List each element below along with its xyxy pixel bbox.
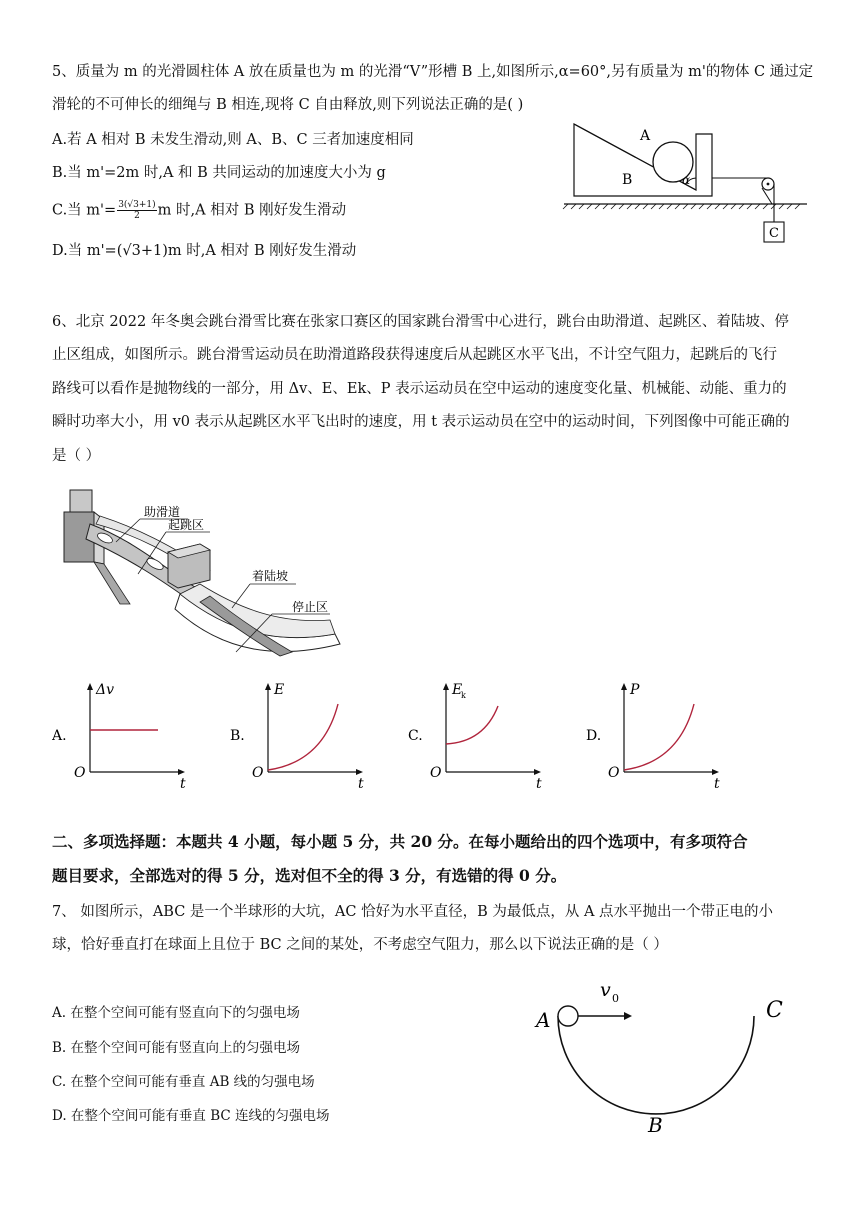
q5-fraction-numerator: 3(√3+1) xyxy=(118,200,156,210)
q6-graph-b-origin: O xyxy=(252,765,264,781)
q5-label-b: B xyxy=(622,172,633,188)
q6-graph-c-y-arrow xyxy=(443,683,449,690)
q7-option-b: B. 在整个空间可能有竖直向上的匀强电场 xyxy=(52,1040,301,1056)
q6-stem-line5: 是（ ） xyxy=(52,448,101,464)
q6-stem-line3: 路线可以看作是抛物线的一部分，用 Δv、E、Ek、P 表示运动员在空中运动的速度变化量、机械能、动能、重力的 xyxy=(52,381,787,397)
q7-stem-line2: 球，恰好垂直打在球面上且位于 BC 之间的某处，不考虑空气阻力，那么以下说法正确的是（ ） xyxy=(52,937,668,953)
q5-option-c-prefix: C.当 m'= xyxy=(52,202,117,219)
q6-graph-a-option: A. xyxy=(52,728,67,744)
q7-label-a: A xyxy=(536,1008,551,1032)
q6-graph-d-y-label: P xyxy=(630,682,640,698)
q5-figure xyxy=(562,118,812,250)
q6-graph-a-origin: O xyxy=(74,765,86,781)
q6-graph-c-y-sub: k xyxy=(461,691,466,700)
q7-option-a: A. 在整个空间可能有竖直向下的匀强电场 xyxy=(52,1005,300,1021)
q5-option-c-fraction xyxy=(117,200,156,221)
q7-label-c: C xyxy=(766,998,783,1023)
q6-graphs-svg xyxy=(52,680,832,795)
q5-option-b: B.当 m'=2m 时,A 和 B 共同运动的加速度大小为 g xyxy=(52,165,386,181)
q7-hemisphere-arc xyxy=(558,1016,754,1114)
q6-graph-c-option: C. xyxy=(408,728,423,744)
q6-graph-d-option: D. xyxy=(586,728,602,744)
q6-graph-d-y-arrow xyxy=(621,683,627,690)
q5-option-a: A.若 A 相对 B 未发生滑动,则 A、B、C 三者加速度相同 xyxy=(52,132,414,148)
q6-graph-c-origin: O xyxy=(430,765,442,781)
q6-graph-c-x-label: t xyxy=(536,776,542,792)
section2-heading-line2: 题目要求，全部选对的得 5 分，选对但不全的得 3 分，有选错的得 0 分。 xyxy=(52,866,567,885)
q5-option-c-suffix: m 时,A 相对 B 刚好发生滑动 xyxy=(157,202,347,219)
q7-label-v: v xyxy=(600,979,611,1001)
q6-graph-d-origin: O xyxy=(608,765,620,781)
q6-graph-c-y-label: E xyxy=(452,682,463,698)
q6-graph-d-x-label: t xyxy=(714,776,720,792)
q7-ball xyxy=(558,1006,578,1026)
q6-label-takeoff: 起跳区 xyxy=(168,518,205,532)
q7-velocity-arrow xyxy=(624,1012,632,1020)
q5-stem-line2: 滑轮的不可伸长的细绳与 B 相连,现将 C 自由释放,则下列说法正确的是( ) xyxy=(52,97,524,113)
q5-option-c xyxy=(52,200,346,221)
q6-ski-jump-figure xyxy=(60,484,345,664)
q6-stem-line4: 瞬时功率大小，用 v0 表示从起跳区水平飞出时的速度，用 t 表示运动员在空中的运动时间，下列图像中可能正确的 xyxy=(52,414,790,430)
q6-graph-b-curve xyxy=(268,704,338,770)
q6-graph-d-x-arrow xyxy=(712,769,719,775)
q5-label-a: A xyxy=(640,128,651,144)
q5-stem-line1: 5、质量为 m 的光滑圆柱体 A 放在质量也为 m 的光滑“V”形槽 B 上,如图所示,α=60°,另有质量为 m'的物体 C 通过定 xyxy=(52,64,814,80)
q6-label-stop: 停止区 xyxy=(292,600,329,614)
q5-option-d: D.当 m'=(√3+1)m 时,A 相对 B 刚好发生滑动 xyxy=(52,243,357,259)
q6-graph-a-y-label: Δv xyxy=(96,682,115,698)
q5-label-c: C xyxy=(769,226,779,241)
q6-graph-a-x-label: t xyxy=(180,776,186,792)
q6-graph-a-x-arrow xyxy=(178,769,185,775)
q6-graph-c-x-arrow xyxy=(534,769,541,775)
q7-option-d: D. 在整个空间可能有垂直 BC 连线的匀强电场 xyxy=(52,1108,330,1124)
q7-stem-line1: 7、 如图所示，ABC 是一个半球形的大坑，AC 恰好为水平直径，B 为最低点，从 A 点水平抛出一个带正电的小 xyxy=(52,904,774,920)
q5-label-alpha: α xyxy=(682,173,691,187)
q6-graph-c-curve xyxy=(446,706,498,744)
q6-graph-b-x-label: t xyxy=(358,776,364,792)
q6-graph-d-curve xyxy=(624,704,694,770)
q7-label-b: B xyxy=(648,1113,663,1137)
q6-graph-row xyxy=(52,680,832,795)
section2-heading-line1: 二、多项选择题：本题共 4 小题，每小题 5 分，共 20 分。在每小题给出的四个选项中，有多项符合 xyxy=(52,832,748,851)
q6-graph-b-y-arrow xyxy=(265,683,271,690)
q6-stem-line2: 止区组成，如图所示。跳台滑雪运动员在助滑道路段获得速度后从起跳区水平飞出，不计空气阻力，起跳后的飞行 xyxy=(52,347,777,363)
q6-label-runway: 助滑道 xyxy=(144,505,181,519)
q6-stem-line1: 6、北京 2022 年冬奥会跳台滑雪比赛在张家口赛区的国家跳台滑雪中心进行，跳台由助滑道、起跳区、着陆坡、停 xyxy=(52,314,789,330)
q6-graph-a-y-arrow xyxy=(87,683,93,690)
q7-label-v-sub: 0 xyxy=(612,992,619,1005)
q7-hemisphere-figure xyxy=(530,972,800,1137)
q6-label-landing: 着陆坡 xyxy=(252,569,289,583)
q6-graph-b-x-arrow xyxy=(356,769,363,775)
q6-graph-b-y-label: E xyxy=(274,682,285,698)
q6-graph-b-option: B. xyxy=(230,728,245,744)
q7-option-c: C. 在整个空间可能有垂直 AB 线的匀强电场 xyxy=(52,1074,315,1090)
q5-fraction-denominator: 2 xyxy=(134,211,140,221)
